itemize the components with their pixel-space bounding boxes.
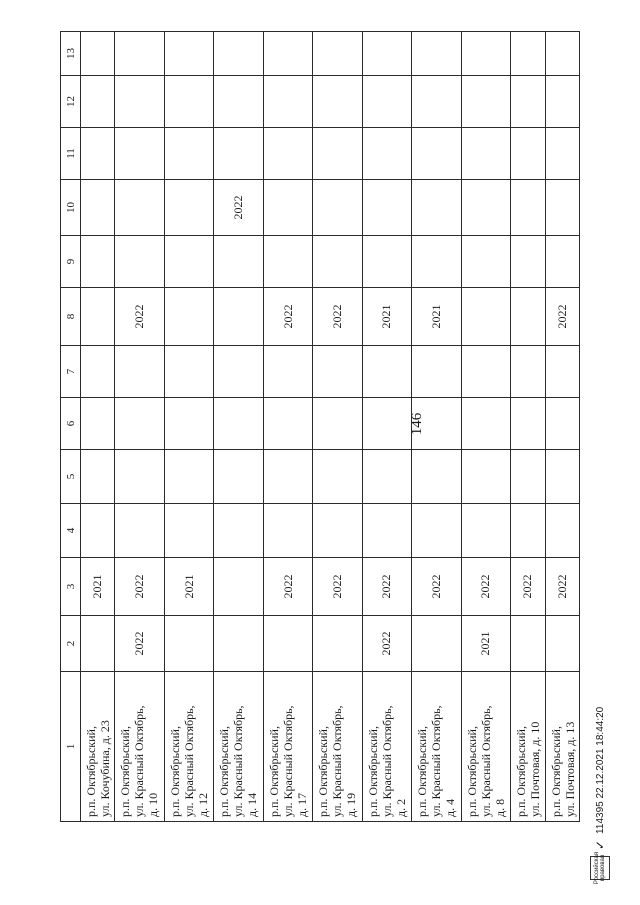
year-cell xyxy=(461,450,510,504)
year-cell xyxy=(545,76,579,128)
address-line: р.п. Октябрьский, xyxy=(167,726,182,817)
year-cell xyxy=(164,128,213,180)
check-mark-icon: ✓ xyxy=(593,839,607,850)
address-line: р.п. Октябрьский, xyxy=(118,726,133,817)
address-line: ул. Красный Октябрь, xyxy=(429,705,444,817)
year-cell: 2022 xyxy=(313,558,362,616)
year-cell: 2021 xyxy=(461,616,510,672)
address-line: д. 17 xyxy=(294,792,309,817)
year-cell xyxy=(164,180,213,236)
year-cell xyxy=(511,504,545,558)
year-cell xyxy=(164,450,213,504)
year-cell xyxy=(362,504,411,558)
address-line: д. 12 xyxy=(195,792,210,817)
year-cell xyxy=(511,76,545,128)
year-cell xyxy=(511,236,545,288)
year-cell xyxy=(362,76,411,128)
year-cell xyxy=(164,504,213,558)
year-cell xyxy=(545,180,579,236)
address-line: р.п. Октябрьский, xyxy=(316,726,331,817)
year-cell xyxy=(81,346,115,398)
year-cell xyxy=(214,616,263,672)
year-cell xyxy=(545,398,579,450)
year-cell: 2022 xyxy=(115,288,164,346)
address-cell xyxy=(214,672,263,822)
year-cell xyxy=(214,32,263,76)
column-header-1: 1 xyxy=(61,672,81,822)
address-line: ул. Почтовая, д. 13 xyxy=(562,721,577,817)
year-cell xyxy=(461,76,510,128)
year-cell: 2022 xyxy=(214,180,263,236)
year-cell xyxy=(164,346,213,398)
year-cell xyxy=(263,616,312,672)
year-cell xyxy=(362,450,411,504)
year-cell xyxy=(461,346,510,398)
year-cell xyxy=(511,32,545,76)
year-cell: 2021 xyxy=(412,288,461,346)
year-cell xyxy=(214,504,263,558)
address-cell xyxy=(461,672,510,822)
year-cell: 2022 xyxy=(412,558,461,616)
year-cell xyxy=(214,76,263,128)
table-row xyxy=(461,32,510,822)
year-cell xyxy=(511,346,545,398)
column-header-5: 5 xyxy=(61,450,81,504)
year-cell xyxy=(461,32,510,76)
year-cell xyxy=(115,450,164,504)
address-line: ул. Почтовая, д. 10 xyxy=(528,721,543,817)
year-cell xyxy=(214,288,263,346)
table-row xyxy=(313,32,362,822)
address-cell xyxy=(115,672,164,822)
year-cell xyxy=(362,32,411,76)
year-cell xyxy=(362,398,411,450)
year-cell: 2022 xyxy=(263,288,312,346)
year-cell xyxy=(461,236,510,288)
year-cell xyxy=(164,616,213,672)
year-cell xyxy=(115,180,164,236)
year-cell xyxy=(412,236,461,288)
document-footer xyxy=(590,560,612,885)
year-cell xyxy=(412,180,461,236)
year-cell xyxy=(263,128,312,180)
column-header-8: 8 xyxy=(61,288,81,346)
year-cell xyxy=(164,288,213,346)
year-cell xyxy=(511,180,545,236)
legal-system-logo xyxy=(590,851,610,885)
address-line: р.п. Октябрьский, xyxy=(514,726,529,817)
address-line: ул. Красный Октябрь, xyxy=(132,705,147,817)
table-row xyxy=(263,32,312,822)
year-cell xyxy=(362,236,411,288)
table-row xyxy=(412,32,461,822)
year-cell xyxy=(511,288,545,346)
address-line: р.п. Октябрьский, xyxy=(415,726,430,817)
year-cell xyxy=(81,288,115,346)
logo-text: Российская правовая xyxy=(594,851,606,885)
year-cell xyxy=(313,128,362,180)
year-cell xyxy=(164,32,213,76)
year-cell xyxy=(263,346,312,398)
column-header-9: 9 xyxy=(61,236,81,288)
year-cell: 2022 xyxy=(115,616,164,672)
year-cell xyxy=(511,616,545,672)
year-cell xyxy=(412,398,461,450)
year-cell xyxy=(214,236,263,288)
year-cell xyxy=(461,180,510,236)
year-cell xyxy=(412,616,461,672)
year-cell xyxy=(263,180,312,236)
year-cell xyxy=(214,558,263,616)
column-number-row xyxy=(61,32,81,822)
rotated-table-wrapper xyxy=(60,32,580,822)
address-cell xyxy=(545,672,579,822)
year-cell xyxy=(545,616,579,672)
year-cell xyxy=(263,504,312,558)
year-cell: 2022 xyxy=(362,558,411,616)
year-cell xyxy=(115,32,164,76)
table-row xyxy=(545,32,579,822)
year-cell xyxy=(313,346,362,398)
year-cell xyxy=(511,398,545,450)
address-line: р.п. Октябрьский, xyxy=(84,726,98,817)
year-cell xyxy=(81,398,115,450)
year-cell: 2021 xyxy=(164,558,213,616)
year-cell xyxy=(545,346,579,398)
address-line: д. 14 xyxy=(245,792,260,817)
year-cell xyxy=(412,450,461,504)
year-cell xyxy=(164,398,213,450)
year-cell xyxy=(313,450,362,504)
year-cell xyxy=(263,236,312,288)
table-row xyxy=(115,32,164,822)
year-cell xyxy=(511,128,545,180)
address-cell xyxy=(412,672,461,822)
year-cell xyxy=(362,346,411,398)
year-cell xyxy=(115,504,164,558)
column-header-10: 10 xyxy=(61,180,81,236)
year-cell xyxy=(362,180,411,236)
year-cell xyxy=(313,398,362,450)
address-cell xyxy=(511,672,545,822)
year-cell xyxy=(115,128,164,180)
table-row xyxy=(164,32,213,822)
year-cell xyxy=(263,32,312,76)
table-row xyxy=(214,32,263,822)
column-header-6: 6 xyxy=(61,398,81,450)
address-line: д. 4 xyxy=(443,798,458,817)
table-stage xyxy=(60,32,580,822)
year-cell: 2022 xyxy=(461,558,510,616)
year-cell xyxy=(81,180,115,236)
year-cell xyxy=(545,32,579,76)
column-header-7: 7 xyxy=(61,346,81,398)
year-cell xyxy=(313,504,362,558)
address-line: д. 8 xyxy=(492,798,507,817)
year-cell xyxy=(412,128,461,180)
schedule-table xyxy=(60,31,580,822)
year-cell xyxy=(263,450,312,504)
year-cell xyxy=(115,236,164,288)
year-cell xyxy=(412,346,461,398)
year-cell xyxy=(164,76,213,128)
address-line: ул. Красный Октябрь, xyxy=(181,705,196,817)
year-cell xyxy=(313,236,362,288)
column-header-12: 12 xyxy=(61,76,81,128)
year-cell xyxy=(461,128,510,180)
year-cell xyxy=(81,616,115,672)
year-cell: 2022 xyxy=(313,288,362,346)
year-cell: 2022 xyxy=(263,558,312,616)
year-cell: 2021 xyxy=(362,288,411,346)
year-cell xyxy=(461,504,510,558)
address-line: д. 10 xyxy=(146,792,161,817)
address-line: д. 2 xyxy=(393,798,408,817)
year-cell: 2022 xyxy=(545,558,579,616)
table-row xyxy=(362,32,411,822)
address-line: ул. Красный Октябрь, xyxy=(231,705,246,817)
year-cell xyxy=(214,128,263,180)
year-cell: 2022 xyxy=(115,558,164,616)
year-cell xyxy=(461,288,510,346)
year-cell xyxy=(214,346,263,398)
year-cell xyxy=(81,128,115,180)
address-line: д. 19 xyxy=(344,792,359,817)
year-cell xyxy=(81,450,115,504)
year-cell xyxy=(115,346,164,398)
address-line: р.п. Октябрьский, xyxy=(548,726,563,817)
address-line: р.п. Октябрьский, xyxy=(464,726,479,817)
year-cell xyxy=(545,450,579,504)
year-cell xyxy=(412,32,461,76)
column-header-13: 13 xyxy=(61,32,81,76)
year-cell xyxy=(461,398,510,450)
year-cell xyxy=(263,398,312,450)
year-cell xyxy=(164,236,213,288)
address-line: ул. Красный Октябрь, xyxy=(280,705,295,817)
year-cell xyxy=(545,504,579,558)
address-cell xyxy=(263,672,312,822)
year-cell xyxy=(412,76,461,128)
address-cell xyxy=(81,672,115,822)
year-cell xyxy=(81,236,115,288)
year-cell: 2022 xyxy=(362,616,411,672)
column-header-4: 4 xyxy=(61,504,81,558)
year-cell xyxy=(115,76,164,128)
column-header-2: 2 xyxy=(61,616,81,672)
address-line: ул. Кочубина, д. 23 xyxy=(98,720,112,817)
year-cell: 2022 xyxy=(511,558,545,616)
year-cell xyxy=(412,504,461,558)
year-cell: 2021 xyxy=(81,558,115,616)
year-cell xyxy=(81,504,115,558)
address-line: ул. Красный Октябрь, xyxy=(478,705,493,817)
address-line: р.п. Октябрьский, xyxy=(217,726,232,817)
table-row xyxy=(511,32,545,822)
year-cell xyxy=(214,450,263,504)
year-cell xyxy=(362,128,411,180)
address-line: ул. Красный Октябрь, xyxy=(379,705,394,817)
year-cell xyxy=(81,76,115,128)
year-cell xyxy=(545,236,579,288)
address-cell xyxy=(164,672,213,822)
address-line: р.п. Октябрьский, xyxy=(365,726,380,817)
year-cell xyxy=(313,76,362,128)
year-cell xyxy=(511,450,545,504)
year-cell xyxy=(81,32,115,76)
table-row xyxy=(81,32,115,822)
registration-stamp: 114395 22.12.2021 18:44:20 xyxy=(594,706,606,834)
address-line: ул. Красный Октябрь, xyxy=(330,705,345,817)
year-cell xyxy=(115,398,164,450)
year-cell xyxy=(313,32,362,76)
page-number: 146 xyxy=(409,412,425,436)
year-cell xyxy=(313,180,362,236)
year-cell xyxy=(545,128,579,180)
year-cell: 2022 xyxy=(545,288,579,346)
table-body xyxy=(81,32,580,822)
address-cell xyxy=(362,672,411,822)
year-cell xyxy=(313,616,362,672)
column-header-3: 3 xyxy=(61,558,81,616)
address-cell xyxy=(313,672,362,822)
column-header-11: 11 xyxy=(61,128,81,180)
address-line: р.п. Октябрьский, xyxy=(266,726,281,817)
year-cell xyxy=(263,76,312,128)
year-cell xyxy=(214,398,263,450)
